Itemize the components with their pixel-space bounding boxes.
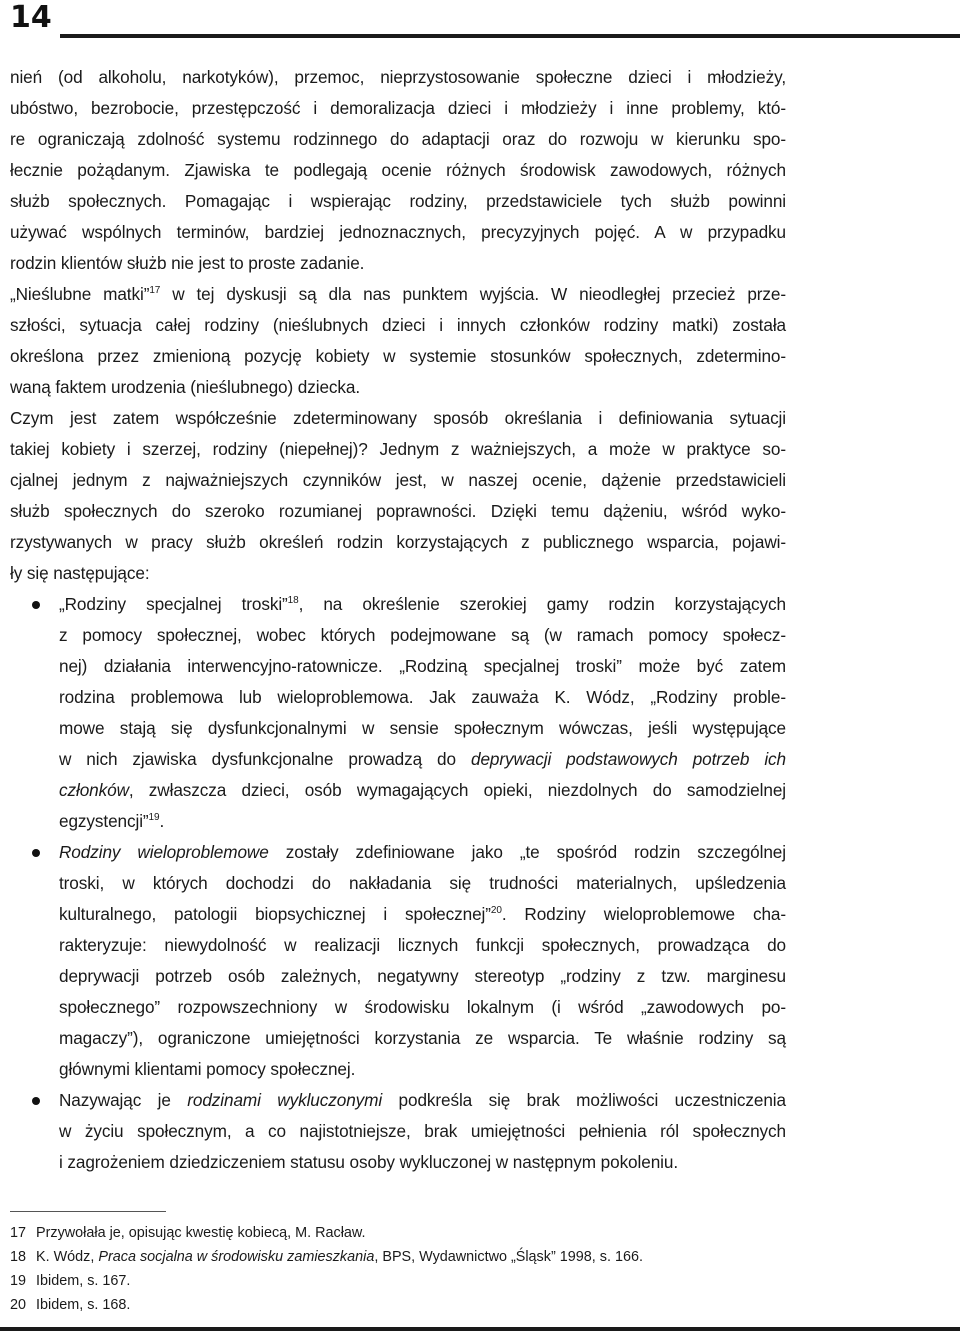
footnote-17 [10, 1221, 910, 1245]
text-line: rakteryzuje: niewydolność w realizacji licznych funkcji społecznych, prowadząca do [59, 935, 786, 955]
text-run: egzystencji” [59, 811, 149, 831]
text-line: re ograniczają zdolność systemu rodzinnego do adaptacji oraz do rozwoju w kierunku spo- [10, 129, 786, 149]
emphasis: deprywacji podstawowych potrzeb ich [470, 749, 787, 769]
footnote-text: Przywołała je, opisując kwestię kobiecą, M. Racław. [36, 1225, 366, 1241]
text-line: służb społecznych. Pomagając i wspierając rodziny, przedstawiciele tych służb powinni [10, 191, 786, 211]
text-line: cjalnej jednym z najważniejszych czynników jest, w naszej ocenie, dążenie przedstawicieli [10, 470, 786, 490]
text-line: społecznego” rozpowszechniony w środowisku lokalnym (i wśród „zawodowych po- [59, 997, 786, 1017]
text-line: Czym jest zatem współcześnie zdeterminowany sposób określania i definiowania sytuacji [10, 408, 786, 428]
footnote-number: 19 [10, 1273, 27, 1289]
text-line [59, 744, 786, 775]
text-line: ubóstwo, bezrobocie, przestępczość i demoralizacja dzieci i młodzieży i inne problemy, któ- [10, 98, 786, 118]
paragraph-intro [10, 62, 786, 279]
text-run: , zwłaszcza dzieci, osób wymagających opieki, niezdolnych do samodzielnej [128, 780, 786, 800]
text-line: rodzin klientów służb nie jest to proste zadanie. [10, 253, 365, 273]
text-run: w tej dyskusji są dla nas punktem wyjścia. W nieodległej przecież prze- [160, 284, 786, 304]
footnote-number: 20 [10, 1297, 27, 1313]
text-line: takiej kobiety i szerzej, rodziny (niepełnej)? Jednym z ważniejszych, a może w praktyce so- [10, 439, 786, 459]
list-item [10, 1085, 786, 1178]
text-line: z pomocy społecznej, wobec których podejmowane są (w ramach pomocy społecz- [59, 625, 786, 645]
footnote-text [36, 1245, 643, 1269]
text-line: w życiu społecznym, a co najistotniejsze, brak umiejętności pełnienia ról społecznych [59, 1121, 786, 1141]
footnote-ref-18: 18 [287, 595, 299, 606]
text-run: K. Wódz, [36, 1249, 99, 1265]
footnote-rule [10, 1211, 166, 1212]
text-line [59, 806, 786, 837]
text-line: służb społecznych do szeroko rozumianej poprawności. Dzięki temu dążeniu, wśród wyko- [10, 501, 786, 521]
footnote-ref-17: 17 [149, 285, 161, 296]
text-run: podkreśla się brak możliwości uczestniczenia [382, 1090, 786, 1110]
footnote-number: 18 [10, 1249, 27, 1265]
footnote-20 [10, 1293, 910, 1317]
header-rule [60, 34, 960, 38]
text-line [59, 589, 786, 620]
footnote-text: Ibidem, s. 167. [36, 1273, 131, 1289]
footnote-ref-19: 19 [148, 812, 160, 823]
text-line: głównymi klientami pomocy społecznej. [59, 1059, 356, 1079]
emphasis: członków [59, 780, 129, 800]
text-line [10, 279, 786, 310]
text-line: używać wspólnych terminów, bardziej jednoznacznych, precyzyjnych pojęć. A w przypadku [10, 222, 786, 242]
text-run: , BPS, Wydawnictwo „Śląsk” 1998, s. 166. [374, 1249, 643, 1265]
text-line: nień (od alkoholu, narkotyków), przemoc, nieprzystosowanie społeczne dzieci i młodzieży, [10, 67, 786, 87]
text-line: określona przez zmienioną pozycję kobiety w systemie stosunków społecznych, zdetermino- [10, 346, 786, 366]
footnote-19 [10, 1269, 910, 1293]
text-run: , na określenie szerokiej gamy rodzin korzystających [298, 594, 786, 614]
text-line: magaczy”), ograniczone umiejętności korzystania ze wsparcia. Te właśnie rodziny są [59, 1028, 786, 1048]
text-line: szłości, sytuacja całej rodziny (nieślubnych dzieci i innych członków rodziny matki) została [10, 315, 786, 335]
text-line: mowe stają się dysfunkcjonalnymi w sensie społecznym wówczas, jeśli występujące [59, 718, 786, 738]
bullet-list [10, 589, 786, 1178]
list-item [10, 589, 786, 837]
text-line [59, 899, 786, 930]
list-item [10, 837, 786, 1085]
paragraph-nieslubne-matki [10, 279, 786, 403]
text-line [59, 775, 786, 806]
text-line: troski, w których dochodzi do nakładania się trudności materialnych, upśledzenia [59, 873, 786, 893]
footnote-18 [10, 1245, 910, 1269]
body-text [10, 62, 786, 1178]
text-line: nej) działania interwencyjno-ratownicze. „Rodziną specjalnej troski” może być zatem [59, 656, 786, 676]
text-line [59, 837, 786, 868]
text-line: i zagrożeniem dziedziczeniem statusu osoby wykluczonej w następnym pokoleniu. [59, 1152, 679, 1172]
bullet-icon [32, 601, 40, 609]
footnote-ref-20: 20 [490, 905, 502, 916]
text-line: ły się następujące: [10, 563, 150, 583]
bottom-rule [0, 1327, 960, 1331]
paragraph-czym-jest [10, 403, 786, 589]
text-run: Nazywając je [59, 1090, 188, 1110]
footnote-text: Ibidem, s. 168. [36, 1297, 131, 1313]
footnote-number: 17 [10, 1225, 27, 1241]
text-line: waną faktem urodzenia (nieślubnego) dziecka. [10, 377, 361, 397]
text-line: rzystywanych w pracy służb określeń rodzin korzystających z publicznego wsparcia, pojawi- [10, 532, 786, 552]
text-line: łecznie pożądanym. Zjawiska te podlegają ocenie różnych środowisk zawodowych, różnych [10, 160, 786, 180]
bullet-icon [32, 1097, 40, 1105]
text-run: zostały zdefiniowane jako „te spośród rodzin szczególnej [268, 842, 786, 862]
emphasis: Praca socjalna w środowisku zamieszkania [98, 1249, 375, 1265]
text-run: kulturalnego, patologii biopsychicznej i społecznej” [59, 904, 491, 924]
page-number: 14 [10, 0, 52, 35]
text-line: rodzina problemowa lub wieloproblemowa. Jak zauważa K. Wódz, „Rodziny proble- [59, 687, 786, 707]
text-run: . Rodziny wieloproblemowe cha- [501, 904, 786, 924]
text-line [59, 1085, 786, 1116]
text-run: „Nieślubne matki” [10, 284, 150, 304]
text-run: w nich zjawiska dysfunkcjonalne prowadzą do [59, 749, 471, 769]
footnotes [10, 1221, 910, 1317]
text-line: deprywacji potrzeb osób zależnych, negatywny stereotyp „rodziny z tzw. marginesu [59, 966, 786, 986]
text-run: . [159, 811, 165, 831]
text-run: „Rodziny specjalnej troski” [59, 594, 288, 614]
emphasis: rodzinami wykluczonymi [187, 1090, 383, 1110]
emphasis: Rodziny wieloproblemowe [59, 842, 269, 862]
bullet-icon [32, 849, 40, 857]
